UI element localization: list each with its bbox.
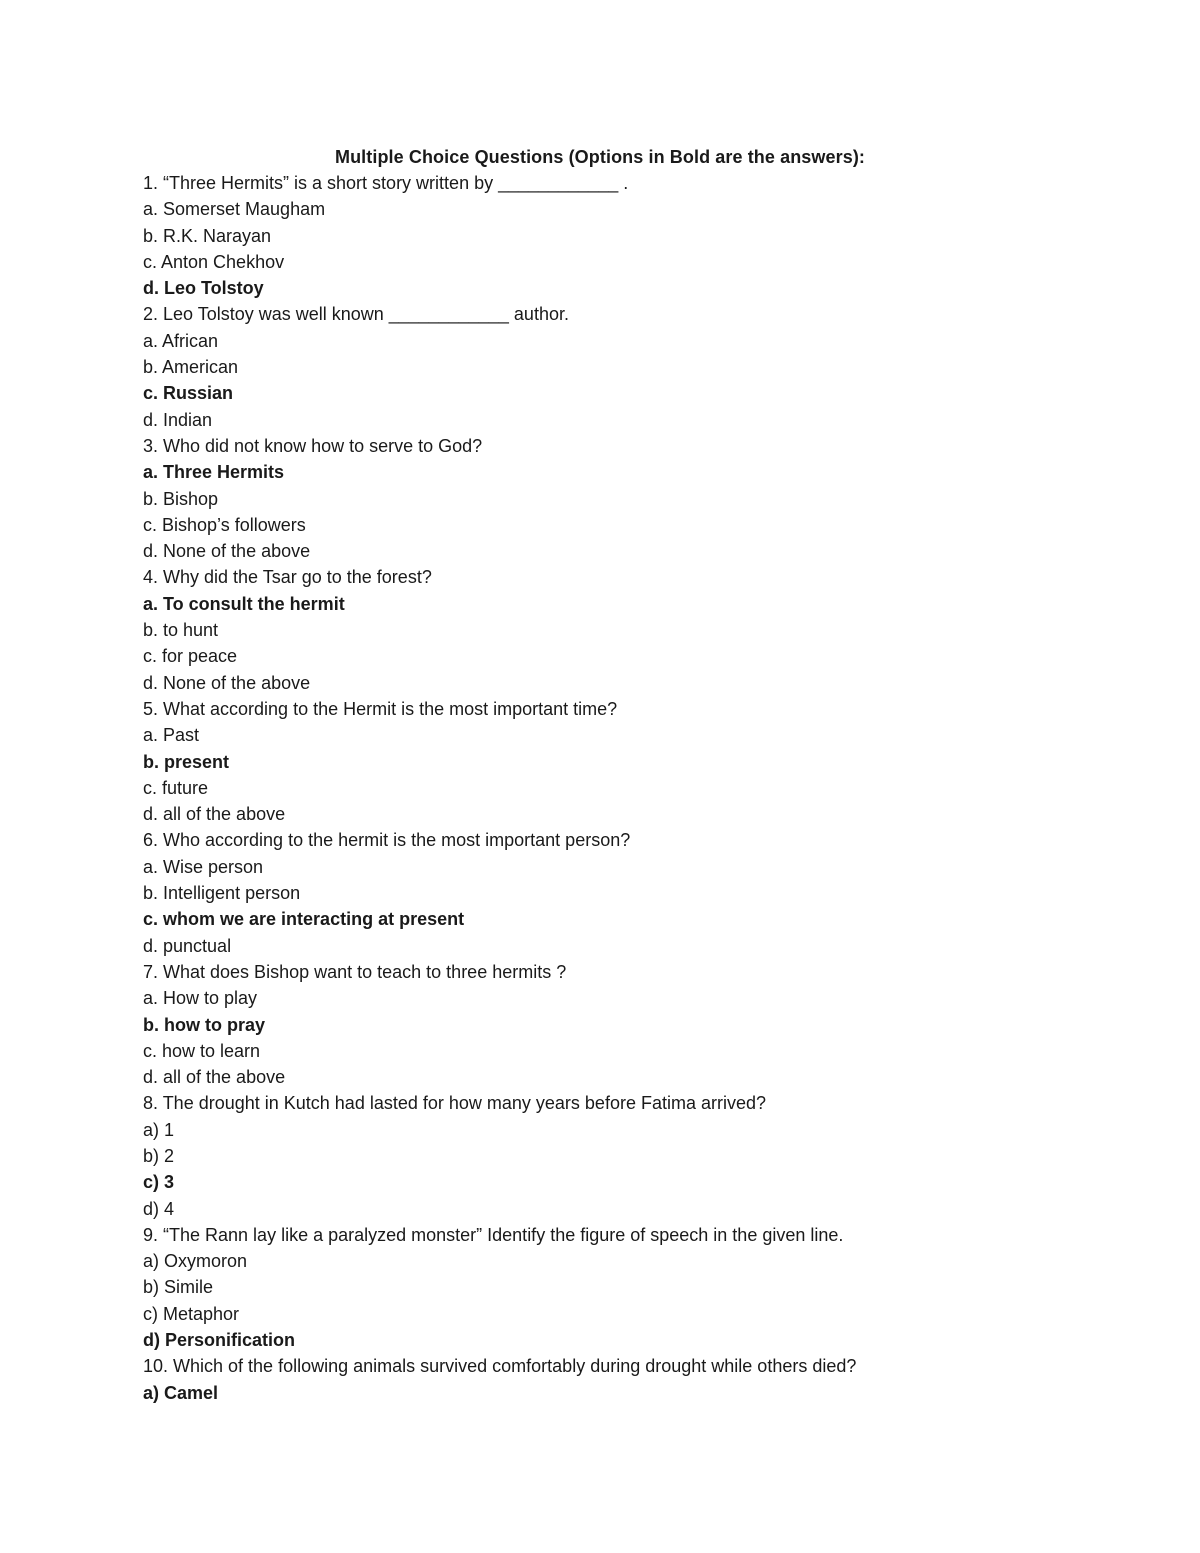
- document-title: Multiple Choice Questions (Options in Bold are the answers):: [334, 147, 866, 167]
- option-text: d. None of the above: [143, 672, 311, 693]
- option-text: b. American: [143, 357, 239, 378]
- question-text: 9. “The Rann lay like a paralyzed monster” Identify the figure of speech in the given line.: [143, 1224, 844, 1245]
- question-text: 10. Which of the following animals survived comfortably during drought while others died?: [143, 1356, 857, 1377]
- option-text: d. all of the above: [143, 1067, 286, 1088]
- option-text: d. all of the above: [143, 804, 286, 825]
- option-text: d) 4: [143, 1198, 175, 1219]
- answer-option: d) Personification: [143, 1330, 296, 1351]
- answer-option: b. how to pray: [143, 1014, 266, 1035]
- option-text: d. punctual: [143, 935, 232, 956]
- question-text: 2. Leo Tolstoy was well known ____________ author.: [143, 304, 569, 325]
- option-text: a. Somerset Maugham: [143, 199, 326, 220]
- option-text: a. Past: [143, 725, 200, 746]
- question-text: 1. “Three Hermits” is a short story written by ____________ .: [143, 173, 629, 193]
- answer-option: c. whom we are interacting at present: [143, 909, 465, 930]
- option-text: c) Metaphor: [143, 1303, 240, 1324]
- option-text: a. How to play: [143, 988, 258, 1009]
- question-text: 5. What according to the Hermit is the most important time?: [143, 698, 618, 719]
- option-text: b) Simile: [143, 1277, 214, 1298]
- option-text: b. to hunt: [143, 620, 219, 641]
- option-text: b. Intelligent person: [143, 883, 301, 904]
- option-text: a. Wise person: [143, 856, 264, 877]
- question-text: 8. The drought in Kutch had lasted for how many years before Fatima arrived?: [143, 1093, 767, 1114]
- option-text: c. Anton Chekhov: [143, 251, 285, 272]
- option-text: b) 2: [143, 1145, 175, 1166]
- option-text: a) Oxymoron: [143, 1251, 248, 1272]
- answer-option: c) 3: [143, 1172, 175, 1193]
- answer-option: d. Leo Tolstoy: [143, 278, 264, 299]
- question-text: 4. Why did the Tsar go to the forest?: [143, 567, 432, 588]
- question-text: 7. What does Bishop want to teach to three hermits ?: [143, 961, 567, 982]
- option-text: a. African: [143, 330, 219, 351]
- option-text: c. for peace: [143, 646, 238, 667]
- answer-option: b. present: [143, 751, 230, 772]
- option-text: c. future: [143, 777, 209, 798]
- answer-option: a. To consult the hermit: [143, 593, 345, 614]
- option-text: c. how to learn: [143, 1040, 261, 1061]
- question-text: 6. Who according to the hermit is the most important person?: [143, 830, 631, 851]
- question-list: [143, 170, 1143, 1406]
- answer-option: c. Russian: [143, 383, 234, 404]
- option-text: a) 1: [143, 1119, 175, 1140]
- answer-option: a) Camel: [143, 1382, 219, 1403]
- option-text: b. Bishop: [143, 488, 219, 509]
- answer-option: a. Three Hermits: [143, 462, 285, 483]
- question-text: 3. Who did not know how to serve to God?: [143, 435, 483, 456]
- option-text: b. R.K. Narayan: [143, 225, 272, 246]
- option-text: d. Indian: [143, 409, 213, 430]
- option-text: c. Bishop’s followers: [143, 514, 306, 535]
- option-text: d. None of the above: [143, 541, 311, 562]
